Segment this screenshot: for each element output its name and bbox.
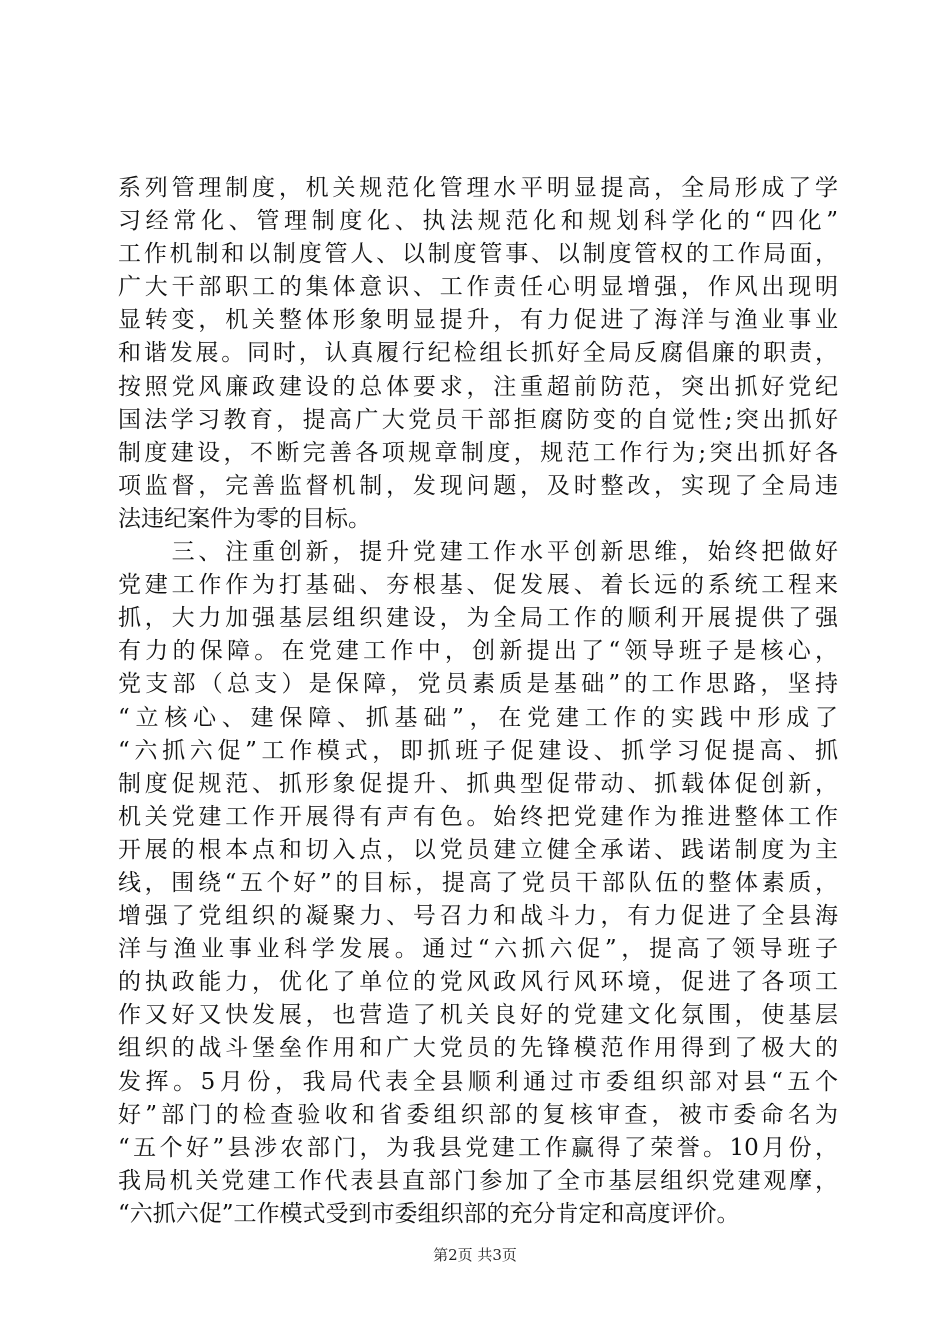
text-line: 党建工作作为打基础、夯根基、促发展、着长远的系统工程来 bbox=[118, 572, 838, 599]
text-line: 习经常化、管理制度化、执法规范化和规划科学化的“四化” bbox=[118, 208, 838, 235]
text-line: 和谐发展。同时，认真履行纪检组长抓好全局反腐倡廉的职责， bbox=[118, 340, 838, 367]
text-line: 我局机关党建工作代表县直部门参加了全市基层组织党建观摩， bbox=[118, 1167, 838, 1194]
text-line: 作又好又快发展，也营造了机关良好的党建文化氛围，使基层 bbox=[118, 1002, 838, 1029]
text-line: 抓，大力加强基层组织建设，为全局工作的顺利开展提供了强 bbox=[118, 605, 838, 632]
page-number-footer: 第2页 共3页 bbox=[433, 1246, 517, 1264]
text-line: 线，围绕“五个好”的目标，提高了党员干部队伍的整体素质， bbox=[118, 869, 838, 896]
text-line: 洋与渔业事业科学发展。通过“六抓六促”，提高了领导班子 bbox=[118, 936, 838, 963]
text-line: 工作机制和以制度管人、以制度管事、以制度管权的工作局面， bbox=[118, 241, 838, 268]
text-line: “六抓六促”工作模式，即抓班子促建设、抓学习促提高、抓 bbox=[118, 737, 838, 764]
text-line: 增强了党组织的凝聚力、号召力和战斗力，有力促进了全县海 bbox=[118, 903, 838, 930]
text-line: 发挥。5月份，我局代表全县顺利通过市委组织部对县“五个 bbox=[118, 1068, 838, 1095]
text-line: 按照党风廉政建设的总体要求，注重超前防范，突出抓好党纪 bbox=[118, 373, 838, 400]
text-line: 显转变，机关整体形象明显提升，有力促进了海洋与渔业事业 bbox=[118, 307, 838, 334]
text-line: 制度建设，不断完善各项规章制度，规范工作行为;突出抓好各 bbox=[118, 439, 838, 466]
text-line-paragraph-end: 法违纪案件为零的目标。 bbox=[118, 505, 371, 532]
text-line: 制度促规范、抓形象促提升、抓典型促带动、抓载体促创新， bbox=[118, 770, 838, 797]
text-line: 的执政能力，优化了单位的党风政风行风环境，促进了各项工 bbox=[118, 969, 838, 996]
text-line: 广大干部职工的集体意识、工作责任心明显增强，作风出现明 bbox=[118, 274, 838, 301]
text-line: 机关党建工作开展得有声有色。始终把党建作为推进整体工作 bbox=[118, 803, 838, 830]
text-line: 国法学习教育，提高广大党员干部拒腐防变的自觉性;突出抓好 bbox=[118, 406, 838, 433]
text-line: 有力的保障。在党建工作中，创新提出了“领导班子是核心， bbox=[118, 638, 838, 665]
text-line-paragraph-start: 三、注重创新，提升党建工作水平创新思维，始终把做好 bbox=[118, 539, 838, 566]
text-line: “立核心、建保障、抓基础”，在党建工作的实践中形成了 bbox=[118, 704, 838, 731]
text-line: 好”部门的检查验收和省委组织部的复核审查，被市委命名为 bbox=[118, 1101, 838, 1128]
text-line: 开展的根本点和切入点，以党员建立健全承诺、践诺制度为主 bbox=[118, 836, 838, 863]
text-line: 项监督，完善监督机制，发现问题，及时整改，实现了全局违 bbox=[118, 472, 838, 499]
text-line: 组织的战斗堡垒作用和广大党员的先锋模范作用得到了极大的 bbox=[118, 1035, 838, 1062]
text-line: 系列管理制度，机关规范化管理水平明显提高，全局形成了学 bbox=[118, 175, 838, 201]
body-text bbox=[118, 172, 838, 1231]
text-line: “五个好”县涉农部门，为我县党建工作赢得了荣誉。10月份， bbox=[118, 1134, 838, 1161]
text-line-paragraph-end: “六抓六促”工作模式受到市委组织部的充分肯定和高度评价。 bbox=[118, 1200, 740, 1227]
text-line: 党支部（总支）是保障，党员素质是基础”的工作思路，坚持 bbox=[118, 671, 838, 698]
